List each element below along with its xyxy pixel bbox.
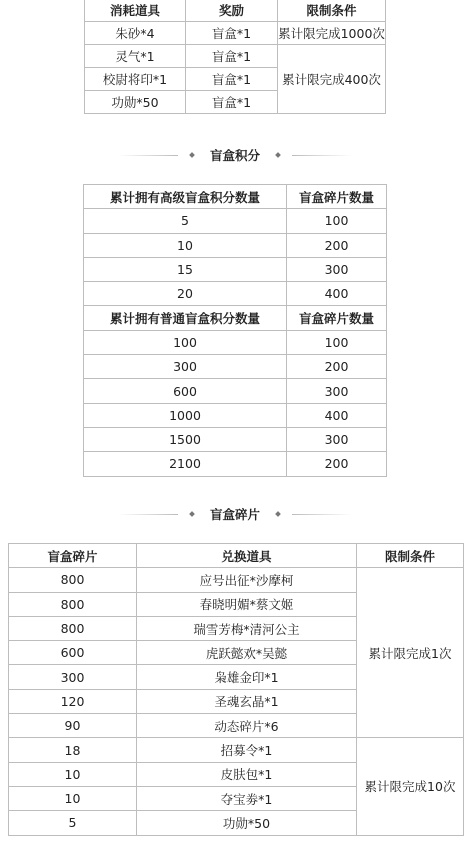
cell-limit: 累计限完成400次 bbox=[278, 45, 386, 114]
cell-cost: 18 bbox=[9, 738, 137, 762]
cell-limit: 累计限完成10次 bbox=[357, 738, 464, 835]
cell-cost: 600 bbox=[9, 641, 137, 665]
header-fragment-count: 盲盒碎片数量 bbox=[287, 185, 387, 209]
table-row bbox=[84, 452, 387, 476]
cell-fragments: 300 bbox=[287, 257, 387, 281]
cell-points: 20 bbox=[84, 282, 287, 306]
table-row bbox=[9, 568, 464, 592]
cell-cost: 800 bbox=[9, 568, 137, 592]
table-row bbox=[84, 233, 387, 257]
cell-item: 夺宝劵*1 bbox=[137, 786, 357, 810]
section-heading-fragments bbox=[0, 504, 470, 524]
cell-cost: 90 bbox=[9, 714, 137, 738]
section-title: 盲盒积分 bbox=[209, 148, 260, 163]
cell-cost: 300 bbox=[9, 665, 137, 689]
cell-limit: 累计限完成1次 bbox=[357, 568, 464, 738]
points-table bbox=[83, 184, 387, 477]
divider-line bbox=[118, 514, 178, 515]
cell-fragments: 400 bbox=[287, 403, 387, 427]
diamond-icon bbox=[189, 511, 195, 517]
cell-points: 15 bbox=[84, 257, 287, 281]
cell-cost: 800 bbox=[9, 616, 137, 640]
cell-item: 春晓明媚*蔡文姬 bbox=[137, 592, 357, 616]
cell-item: 灵气*1 bbox=[85, 45, 186, 68]
cell-item: 虎跃懿欢*吴懿 bbox=[137, 641, 357, 665]
cell-cost: 120 bbox=[9, 689, 137, 713]
cell-reward: 盲盒*1 bbox=[186, 91, 278, 114]
cell-item: 校尉将印*1 bbox=[85, 68, 186, 91]
cell-cost: 10 bbox=[9, 786, 137, 810]
section-title: 盲盒碎片 bbox=[209, 507, 260, 522]
header-limit: 限制条件 bbox=[357, 544, 464, 568]
cell-points: 10 bbox=[84, 233, 287, 257]
cell-cost: 800 bbox=[9, 592, 137, 616]
cell-item: 朱砂*4 bbox=[85, 22, 186, 45]
table-row bbox=[84, 379, 387, 403]
cell-reward: 盲盒*1 bbox=[186, 45, 278, 68]
cell-item: 皮肤包*1 bbox=[137, 762, 357, 786]
cell-fragments: 100 bbox=[287, 330, 387, 354]
cell-points: 100 bbox=[84, 330, 287, 354]
diamond-icon bbox=[275, 511, 281, 517]
cell-cost: 5 bbox=[9, 811, 137, 835]
cell-reward: 盲盒*1 bbox=[186, 68, 278, 91]
cell-fragments: 200 bbox=[287, 452, 387, 476]
header-fragment-count: 盲盒碎片数量 bbox=[287, 306, 387, 330]
divider-line bbox=[292, 514, 352, 515]
cell-points: 1500 bbox=[84, 427, 287, 451]
cell-cost: 10 bbox=[9, 762, 137, 786]
table-header-row bbox=[84, 185, 387, 209]
table-row bbox=[84, 257, 387, 281]
header-consume-item: 消耗道具 bbox=[85, 0, 186, 22]
header-exchange-item: 兑换道具 bbox=[137, 544, 357, 568]
fragment-shop-table bbox=[8, 543, 464, 836]
header-reward: 奖励 bbox=[186, 0, 278, 22]
divider-line bbox=[118, 155, 178, 156]
table-header-row bbox=[9, 544, 464, 568]
cell-points: 5 bbox=[84, 209, 287, 233]
cell-points: 2100 bbox=[84, 452, 287, 476]
table-row bbox=[84, 209, 387, 233]
table-row bbox=[84, 330, 387, 354]
exchange-table bbox=[84, 0, 386, 114]
cell-item: 动态碎片*6 bbox=[137, 714, 357, 738]
table-header-row bbox=[85, 0, 386, 22]
table-row bbox=[84, 355, 387, 379]
cell-points: 300 bbox=[84, 355, 287, 379]
table-row bbox=[85, 22, 386, 45]
cell-points: 600 bbox=[84, 379, 287, 403]
cell-item: 功勋*50 bbox=[137, 811, 357, 835]
cell-fragments: 200 bbox=[287, 233, 387, 257]
header-normal-points: 累计拥有普通盲盒积分数量 bbox=[84, 306, 287, 330]
cell-fragments: 400 bbox=[287, 282, 387, 306]
section-heading-points bbox=[0, 145, 470, 165]
cell-item: 圣魂玄晶*1 bbox=[137, 689, 357, 713]
cell-fragments: 300 bbox=[287, 427, 387, 451]
table-header-row bbox=[84, 306, 387, 330]
cell-fragments: 100 bbox=[287, 209, 387, 233]
table-row bbox=[85, 45, 386, 68]
diamond-icon bbox=[189, 152, 195, 158]
cell-fragments: 300 bbox=[287, 379, 387, 403]
table-row bbox=[84, 282, 387, 306]
cell-limit: 累计限完成1000次 bbox=[278, 22, 386, 45]
header-high-points: 累计拥有高级盲盒积分数量 bbox=[84, 185, 287, 209]
cell-item: 功勋*50 bbox=[85, 91, 186, 114]
cell-points: 1000 bbox=[84, 403, 287, 427]
table-row bbox=[84, 403, 387, 427]
header-limit: 限制条件 bbox=[278, 0, 386, 22]
cell-item: 应号出征*沙摩柯 bbox=[137, 568, 357, 592]
table-row bbox=[9, 738, 464, 762]
table-row bbox=[84, 427, 387, 451]
diamond-icon bbox=[275, 152, 281, 158]
header-fragments: 盲盒碎片 bbox=[9, 544, 137, 568]
cell-item: 枭雄金印*1 bbox=[137, 665, 357, 689]
cell-item: 招募令*1 bbox=[137, 738, 357, 762]
cell-item: 瑞雪芳梅*清河公主 bbox=[137, 616, 357, 640]
cell-fragments: 200 bbox=[287, 355, 387, 379]
cell-reward: 盲盒*1 bbox=[186, 22, 278, 45]
divider-line bbox=[292, 155, 352, 156]
